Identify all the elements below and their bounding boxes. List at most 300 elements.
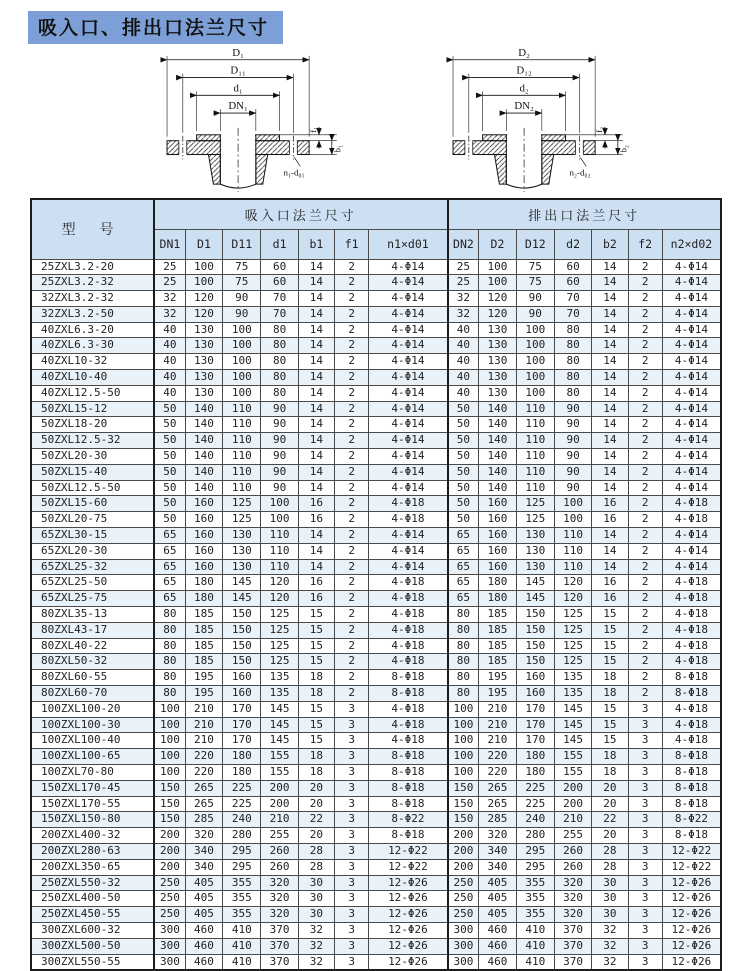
value-cell: 2 — [335, 449, 369, 465]
value-cell: 8-Φ18 — [369, 796, 448, 812]
value-cell: 2 — [628, 559, 662, 575]
value-cell: 2 — [628, 259, 662, 275]
value-cell: 125 — [223, 512, 261, 528]
value-cell: 3 — [335, 938, 369, 954]
value-cell: 4-Φ14 — [369, 559, 448, 575]
value-cell: 18 — [298, 686, 334, 702]
value-cell: 90 — [516, 291, 554, 307]
value-cell: 50 — [154, 512, 185, 528]
value-cell: 100 — [261, 512, 298, 528]
value-cell: 2 — [628, 417, 662, 433]
value-cell: 30 — [298, 891, 334, 907]
table-row — [31, 433, 721, 449]
value-cell: 14 — [298, 417, 334, 433]
table-row — [31, 907, 721, 923]
value-cell: 90 — [554, 464, 591, 480]
value-cell: 100 — [516, 338, 554, 354]
model-cell: 40ZXL10-40 — [31, 370, 154, 386]
model-cell: 100ZXL100-40 — [31, 733, 154, 749]
value-cell: 15 — [592, 638, 628, 654]
value-cell: 4-Φ14 — [369, 306, 448, 322]
value-cell: 135 — [554, 670, 591, 686]
value-cell: 2 — [628, 433, 662, 449]
value-cell: 14 — [592, 291, 628, 307]
value-cell: 355 — [516, 891, 554, 907]
value-cell: 300 — [448, 954, 479, 970]
value-cell: 8-Φ22 — [369, 812, 448, 828]
value-cell: 3 — [628, 828, 662, 844]
value-cell: 28 — [298, 843, 334, 859]
table-row — [31, 575, 721, 591]
value-cell: 145 — [223, 591, 261, 607]
table-row — [31, 559, 721, 575]
col-header-d2-outer: D2 — [479, 229, 516, 259]
value-cell: 25 — [448, 259, 479, 275]
value-cell: 14 — [592, 559, 628, 575]
value-cell: 2 — [335, 670, 369, 686]
value-cell: 4-Φ18 — [369, 591, 448, 607]
value-cell: 285 — [185, 812, 222, 828]
value-cell: 145 — [516, 575, 554, 591]
value-cell: 150 — [516, 638, 554, 654]
value-cell: 2 — [628, 449, 662, 465]
dim-label-DN1: DN₁ — [228, 100, 248, 113]
value-cell: 4-Φ14 — [369, 370, 448, 386]
model-cell: 40ZXL6.3-30 — [31, 338, 154, 354]
value-cell: 8-Φ18 — [369, 828, 448, 844]
value-cell: 110 — [554, 559, 591, 575]
value-cell: 2 — [335, 385, 369, 401]
table-row — [31, 370, 721, 386]
value-cell: 225 — [223, 796, 261, 812]
model-cell: 50ZXL12.5-50 — [31, 480, 154, 496]
flange-diagrams — [138, 44, 636, 194]
value-cell: 110 — [261, 559, 298, 575]
value-cell: 220 — [185, 765, 222, 781]
value-cell: 4-Φ14 — [369, 338, 448, 354]
table-row — [31, 670, 721, 686]
value-cell: 320 — [554, 907, 591, 923]
value-cell: 15 — [592, 717, 628, 733]
value-cell: 90 — [223, 306, 261, 322]
table-row — [31, 938, 721, 954]
value-cell: 4-Φ18 — [369, 622, 448, 638]
value-cell: 370 — [261, 954, 298, 970]
value-cell: 32 — [298, 922, 334, 938]
model-cell: 150ZXL170-55 — [31, 796, 154, 812]
value-cell: 12-Φ26 — [662, 922, 721, 938]
value-cell: 65 — [154, 591, 185, 607]
value-cell: 150 — [223, 622, 261, 638]
value-cell: 65 — [448, 575, 479, 591]
table-row — [31, 875, 721, 891]
value-cell: 2 — [335, 654, 369, 670]
col-header-d1: d1 — [261, 229, 298, 259]
value-cell: 370 — [554, 922, 591, 938]
value-cell: 3 — [628, 749, 662, 765]
value-cell: 405 — [185, 891, 222, 907]
value-cell: 2 — [628, 322, 662, 338]
value-cell: 125 — [261, 638, 298, 654]
value-cell: 110 — [554, 543, 591, 559]
model-cell: 250ZXL550-32 — [31, 875, 154, 891]
value-cell: 90 — [261, 449, 298, 465]
value-cell: 14 — [298, 385, 334, 401]
value-cell: 32 — [592, 938, 628, 954]
table-row — [31, 654, 721, 670]
value-cell: 370 — [554, 954, 591, 970]
value-cell: 14 — [298, 370, 334, 386]
table-row — [31, 543, 721, 559]
value-cell: 28 — [298, 859, 334, 875]
value-cell: 120 — [185, 291, 222, 307]
value-cell: 8-Φ18 — [369, 749, 448, 765]
value-cell: 30 — [592, 891, 628, 907]
model-cell: 25ZXL3.2-32 — [31, 275, 154, 291]
value-cell: 100 — [448, 749, 479, 765]
value-cell: 80 — [448, 654, 479, 670]
value-cell: 15 — [298, 638, 334, 654]
value-cell: 2 — [335, 591, 369, 607]
table-row — [31, 812, 721, 828]
model-cell: 150ZXL150-80 — [31, 812, 154, 828]
value-cell: 12-Φ26 — [662, 875, 721, 891]
value-cell: 4-Φ14 — [662, 433, 721, 449]
value-cell: 4-Φ14 — [662, 559, 721, 575]
value-cell: 4-Φ14 — [662, 306, 721, 322]
value-cell: 320 — [554, 891, 591, 907]
value-cell: 65 — [448, 528, 479, 544]
value-cell: 50 — [448, 433, 479, 449]
model-cell: 65ZXL25-32 — [31, 559, 154, 575]
value-cell: 410 — [223, 938, 261, 954]
value-cell: 155 — [261, 765, 298, 781]
value-cell: 8-Φ18 — [369, 780, 448, 796]
value-cell: 14 — [298, 291, 334, 307]
value-cell: 200 — [261, 796, 298, 812]
value-cell: 120 — [185, 306, 222, 322]
value-cell: 50 — [154, 417, 185, 433]
value-cell: 2 — [628, 654, 662, 670]
table-row — [31, 449, 721, 465]
value-cell: 40 — [448, 338, 479, 354]
value-cell: 60 — [554, 275, 591, 291]
model-cell: 100ZXL100-20 — [31, 701, 154, 717]
value-cell: 50 — [448, 512, 479, 528]
value-cell: 16 — [592, 591, 628, 607]
value-cell: 14 — [592, 433, 628, 449]
col-header-d1-outer: D1 — [185, 229, 222, 259]
value-cell: 3 — [628, 954, 662, 970]
value-cell: 180 — [185, 575, 222, 591]
value-cell: 200 — [154, 843, 185, 859]
value-cell: 150 — [154, 780, 185, 796]
value-cell: 100 — [479, 259, 516, 275]
value-cell: 3 — [628, 717, 662, 733]
value-cell: 2 — [335, 354, 369, 370]
value-cell: 8-Φ22 — [662, 812, 721, 828]
model-cell: 40ZXL12.5-50 — [31, 385, 154, 401]
value-cell: 22 — [592, 812, 628, 828]
model-cell: 80ZXL60-70 — [31, 686, 154, 702]
value-cell: 75 — [223, 259, 261, 275]
value-cell: 125 — [554, 654, 591, 670]
value-cell: 4-Φ14 — [369, 275, 448, 291]
value-cell: 125 — [261, 607, 298, 623]
value-cell: 4-Φ14 — [662, 291, 721, 307]
model-cell: 65ZXL20-30 — [31, 543, 154, 559]
value-cell: 80 — [154, 622, 185, 638]
value-cell: 110 — [223, 449, 261, 465]
value-cell: 18 — [592, 765, 628, 781]
value-cell: 2 — [335, 370, 369, 386]
value-cell: 2 — [628, 275, 662, 291]
value-cell: 185 — [185, 638, 222, 654]
value-cell: 60 — [554, 259, 591, 275]
model-cell: 32ZXL3.2-32 — [31, 291, 154, 307]
value-cell: 130 — [516, 543, 554, 559]
value-cell: 3 — [628, 875, 662, 891]
value-cell: 2 — [628, 370, 662, 386]
value-cell: 150 — [223, 607, 261, 623]
value-cell: 4-Φ14 — [662, 338, 721, 354]
value-cell: 12-Φ26 — [662, 907, 721, 923]
value-cell: 14 — [592, 322, 628, 338]
value-cell: 200 — [448, 859, 479, 875]
table-row — [31, 638, 721, 654]
value-cell: 2 — [628, 306, 662, 322]
value-cell: 70 — [261, 306, 298, 322]
value-cell: 2 — [335, 259, 369, 275]
value-cell: 3 — [628, 891, 662, 907]
value-cell: 80 — [554, 354, 591, 370]
value-cell: 90 — [516, 306, 554, 322]
table-row — [31, 749, 721, 765]
value-cell: 145 — [554, 701, 591, 717]
value-cell: 14 — [298, 354, 334, 370]
table-row — [31, 401, 721, 417]
table-row — [31, 512, 721, 528]
value-cell: 155 — [554, 749, 591, 765]
value-cell: 130 — [185, 338, 222, 354]
value-cell: 405 — [185, 875, 222, 891]
value-cell: 250 — [154, 891, 185, 907]
dim-label-f1: f₁ — [308, 126, 319, 133]
table-row — [31, 417, 721, 433]
value-cell: 180 — [223, 765, 261, 781]
value-cell: 140 — [479, 449, 516, 465]
value-cell: 210 — [479, 717, 516, 733]
value-cell: 2 — [628, 591, 662, 607]
value-cell: 150 — [448, 780, 479, 796]
value-cell: 18 — [298, 765, 334, 781]
value-cell: 12-Φ26 — [369, 891, 448, 907]
value-cell: 2 — [335, 512, 369, 528]
value-cell: 15 — [298, 622, 334, 638]
value-cell: 225 — [516, 796, 554, 812]
value-cell: 65 — [154, 559, 185, 575]
value-cell: 2 — [628, 338, 662, 354]
value-cell: 2 — [628, 638, 662, 654]
value-cell: 8-Φ18 — [662, 765, 721, 781]
model-cell: 80ZXL50-32 — [31, 654, 154, 670]
value-cell: 220 — [185, 749, 222, 765]
value-cell: 2 — [628, 607, 662, 623]
model-cell: 200ZXL280-63 — [31, 843, 154, 859]
value-cell: 50 — [154, 480, 185, 496]
value-cell: 145 — [261, 701, 298, 717]
value-cell: 25 — [154, 275, 185, 291]
value-cell: 80 — [261, 354, 298, 370]
value-cell: 14 — [592, 480, 628, 496]
value-cell: 200 — [554, 780, 591, 796]
value-cell: 220 — [479, 765, 516, 781]
suction-flange-diagram — [138, 44, 350, 194]
value-cell: 410 — [223, 954, 261, 970]
value-cell: 340 — [479, 859, 516, 875]
value-cell: 4-Φ14 — [662, 464, 721, 480]
value-cell: 200 — [261, 780, 298, 796]
value-cell: 180 — [479, 575, 516, 591]
value-cell: 25 — [448, 275, 479, 291]
table-row — [31, 354, 721, 370]
value-cell: 100 — [448, 765, 479, 781]
value-cell: 160 — [479, 559, 516, 575]
value-cell: 250 — [154, 875, 185, 891]
value-cell: 2 — [335, 559, 369, 575]
value-cell: 2 — [335, 275, 369, 291]
value-cell: 405 — [479, 875, 516, 891]
value-cell: 90 — [554, 401, 591, 417]
value-cell: 50 — [448, 464, 479, 480]
dim-label-f2: f₂ — [594, 126, 605, 133]
value-cell: 32 — [592, 954, 628, 970]
value-cell: 20 — [298, 780, 334, 796]
value-cell: 70 — [261, 291, 298, 307]
value-cell: 40 — [154, 385, 185, 401]
value-cell: 4-Φ14 — [369, 401, 448, 417]
value-cell: 3 — [628, 812, 662, 828]
value-cell: 110 — [516, 464, 554, 480]
model-cell: 25ZXL3.2-20 — [31, 259, 154, 275]
value-cell: 110 — [516, 401, 554, 417]
table-row — [31, 922, 721, 938]
value-cell: 14 — [592, 370, 628, 386]
value-cell: 200 — [154, 859, 185, 875]
value-cell: 16 — [592, 512, 628, 528]
model-cell: 100ZXL100-30 — [31, 717, 154, 733]
value-cell: 355 — [223, 891, 261, 907]
value-cell: 100 — [223, 322, 261, 338]
model-cell: 50ZXL18-20 — [31, 417, 154, 433]
value-cell: 320 — [185, 828, 222, 844]
value-cell: 120 — [261, 591, 298, 607]
value-cell: 15 — [298, 717, 334, 733]
value-cell: 12-Φ26 — [662, 954, 721, 970]
value-cell: 100 — [554, 512, 591, 528]
value-cell: 4-Φ18 — [369, 575, 448, 591]
value-cell: 140 — [185, 480, 222, 496]
value-cell: 2 — [335, 480, 369, 496]
value-cell: 2 — [628, 670, 662, 686]
value-cell: 32 — [298, 938, 334, 954]
col-header-d2: d2 — [554, 229, 591, 259]
value-cell: 4-Φ14 — [662, 401, 721, 417]
value-cell: 2 — [628, 528, 662, 544]
value-cell: 250 — [154, 907, 185, 923]
value-cell: 90 — [261, 417, 298, 433]
value-cell: 130 — [185, 370, 222, 386]
value-cell: 210 — [261, 812, 298, 828]
value-cell: 140 — [479, 480, 516, 496]
value-cell: 30 — [298, 907, 334, 923]
value-cell: 14 — [592, 338, 628, 354]
value-cell: 160 — [479, 528, 516, 544]
value-cell: 4-Φ18 — [662, 701, 721, 717]
value-cell: 160 — [223, 670, 261, 686]
value-cell: 14 — [592, 528, 628, 544]
value-cell: 12-Φ22 — [369, 859, 448, 875]
value-cell: 110 — [223, 480, 261, 496]
col-header-f2: f2 — [628, 229, 662, 259]
value-cell: 125 — [554, 638, 591, 654]
flange-dimensions-table — [30, 198, 722, 971]
value-cell: 3 — [335, 907, 369, 923]
value-cell: 160 — [516, 686, 554, 702]
value-cell: 100 — [185, 259, 222, 275]
model-cell: 50ZXL15-40 — [31, 464, 154, 480]
value-cell: 3 — [335, 954, 369, 970]
value-cell: 2 — [335, 306, 369, 322]
value-cell: 250 — [448, 891, 479, 907]
value-cell: 4-Φ18 — [369, 717, 448, 733]
value-cell: 12-Φ22 — [662, 843, 721, 859]
value-cell: 3 — [335, 843, 369, 859]
col-header-n2xd02: n2×d02 — [662, 229, 721, 259]
value-cell: 3 — [335, 859, 369, 875]
value-cell: 180 — [479, 591, 516, 607]
model-cell: 300ZXL500-50 — [31, 938, 154, 954]
value-cell: 18 — [592, 749, 628, 765]
value-cell: 140 — [185, 433, 222, 449]
value-cell: 130 — [185, 322, 222, 338]
col-header-d11: D11 — [223, 229, 261, 259]
value-cell: 150 — [223, 654, 261, 670]
value-cell: 220 — [479, 749, 516, 765]
value-cell: 120 — [261, 575, 298, 591]
value-cell: 32 — [448, 306, 479, 322]
value-cell: 320 — [261, 891, 298, 907]
value-cell: 125 — [554, 607, 591, 623]
value-cell: 12-Φ26 — [662, 938, 721, 954]
table-row — [31, 591, 721, 607]
value-cell: 70 — [554, 306, 591, 322]
value-cell: 100 — [223, 370, 261, 386]
value-cell: 3 — [335, 891, 369, 907]
value-cell: 2 — [628, 480, 662, 496]
table-row — [31, 954, 721, 970]
value-cell: 185 — [479, 607, 516, 623]
value-cell: 3 — [628, 907, 662, 923]
value-cell: 4-Φ18 — [662, 654, 721, 670]
value-cell: 4-Φ18 — [369, 654, 448, 670]
discharge-group-header: 排出口法兰尺寸 — [448, 199, 721, 229]
value-cell: 12-Φ26 — [369, 875, 448, 891]
value-cell: 30 — [592, 907, 628, 923]
value-cell: 130 — [479, 385, 516, 401]
value-cell: 20 — [592, 828, 628, 844]
value-cell: 14 — [298, 464, 334, 480]
